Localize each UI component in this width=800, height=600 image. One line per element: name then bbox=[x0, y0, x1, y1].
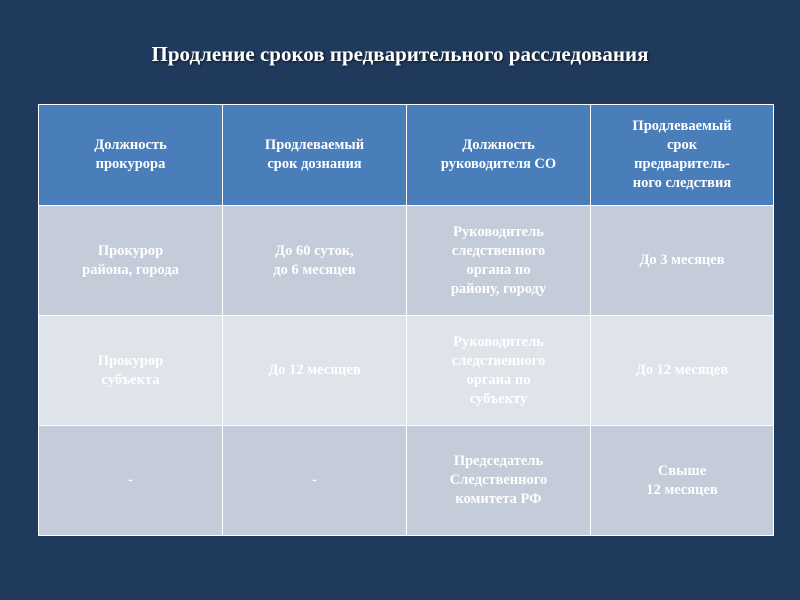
table-cell: Руководитель следственного органа по району, городу bbox=[407, 206, 591, 316]
table-cell: - bbox=[223, 426, 407, 536]
table-cell: Прокурор района, города bbox=[39, 206, 223, 316]
extension-table bbox=[38, 104, 774, 536]
table-cell: Свыше 12 месяцев bbox=[591, 426, 774, 536]
table-cell: Прокурор субъекта bbox=[39, 316, 223, 426]
table-cell: До 3 месяцев bbox=[591, 206, 774, 316]
table-cell: Председатель Следственного комитета РФ bbox=[407, 426, 591, 536]
table-row bbox=[39, 316, 774, 426]
table-cell: - bbox=[39, 426, 223, 536]
table-row bbox=[39, 426, 774, 536]
table-cell: Руководитель следственного органа по субъекту bbox=[407, 316, 591, 426]
header-investigation-term: Продлеваемый срок предваритель- ного следствия bbox=[591, 105, 774, 206]
slide-title: Продление сроков предварительного расследования bbox=[151, 42, 649, 66]
header-investigation-head-position: Должность руководителя СО bbox=[407, 105, 591, 206]
table-cell: До 12 месяцев bbox=[591, 316, 774, 426]
table-cell: До 12 месяцев bbox=[223, 316, 407, 426]
table-cell: До 60 суток, до 6 месяцев bbox=[223, 206, 407, 316]
header-prosecutor-position: Должность прокурора bbox=[39, 105, 223, 206]
header-inquiry-term: Продлеваемый срок дознания bbox=[223, 105, 407, 206]
table-header-row bbox=[39, 105, 774, 206]
table-row bbox=[39, 206, 774, 316]
